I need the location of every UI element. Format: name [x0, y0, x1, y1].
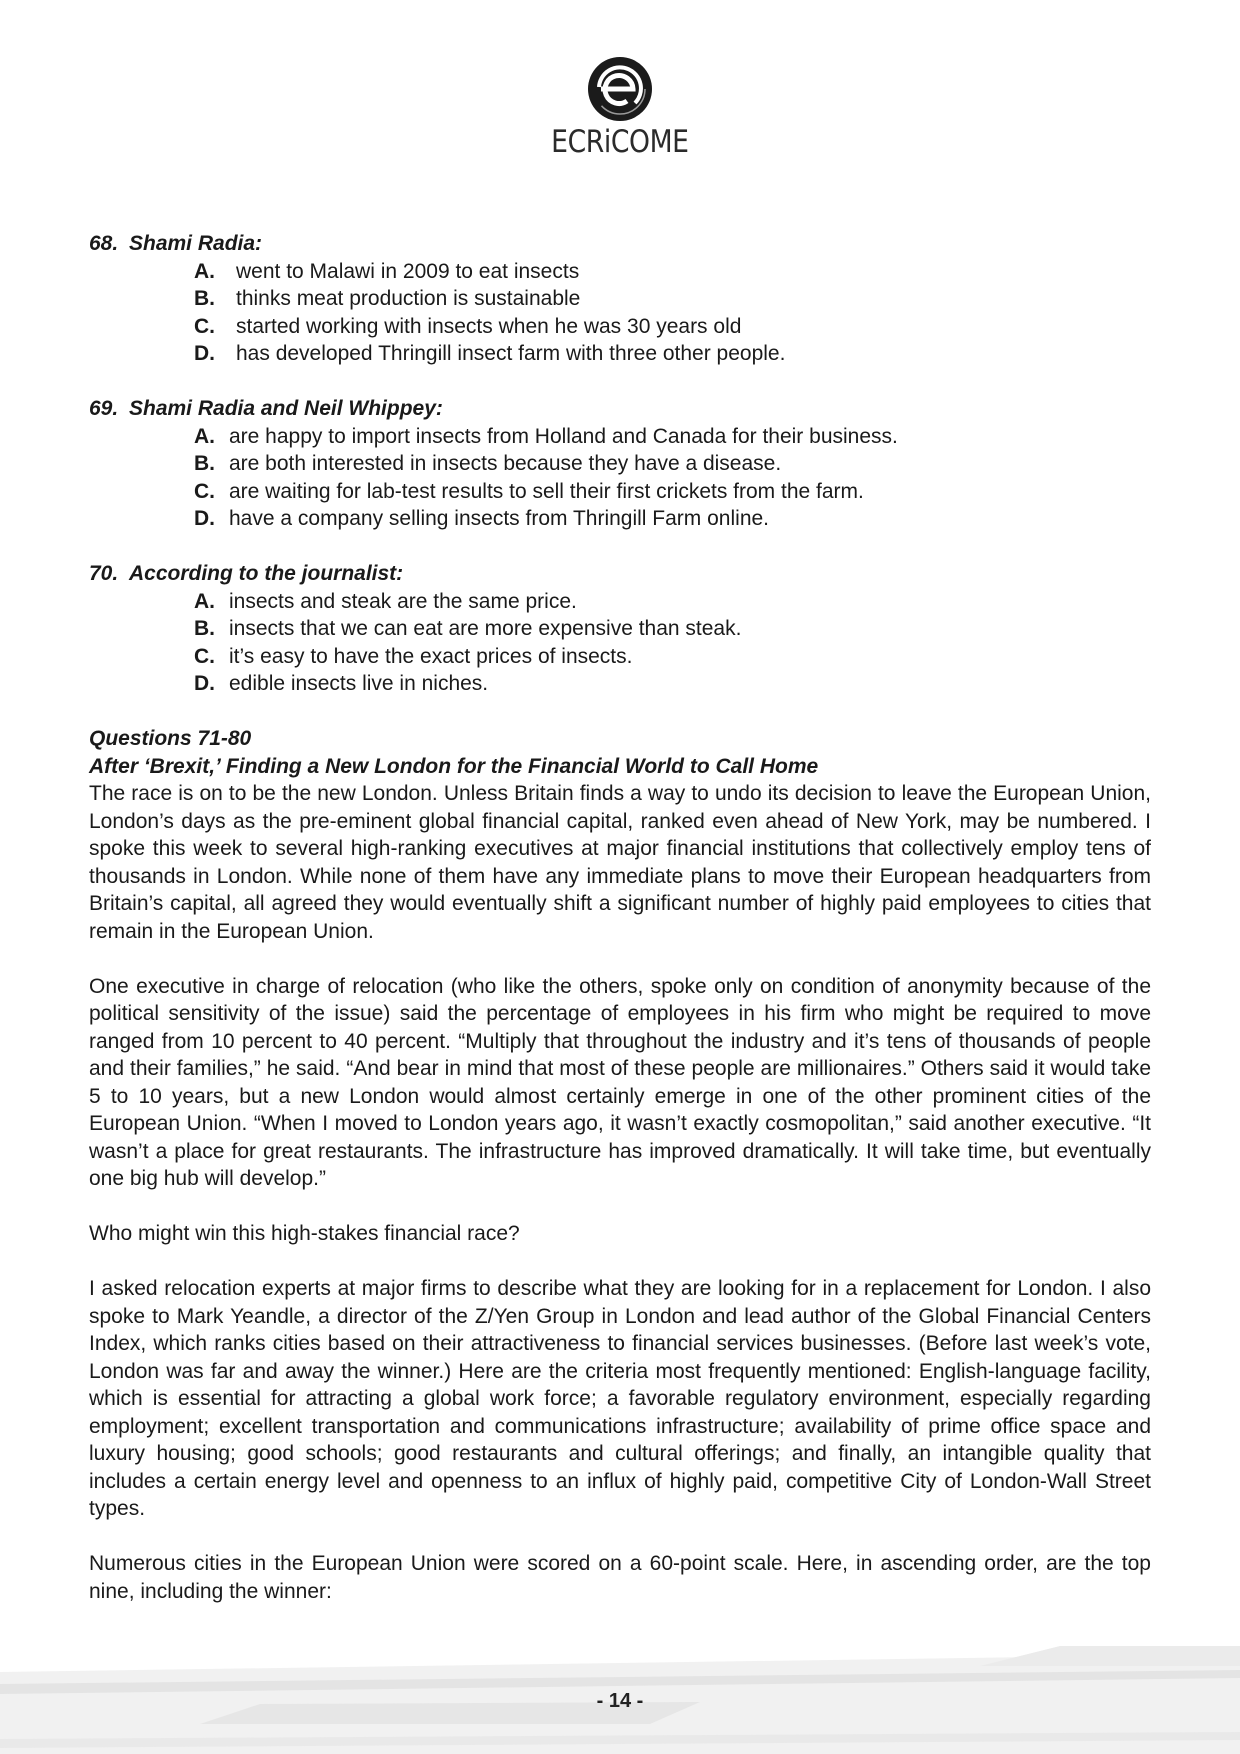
- option-a: A. are happy to import insects from Holland and Canada for their business.: [194, 424, 898, 448]
- ecricome-e-emblem-icon: [587, 56, 653, 122]
- option-c: C. are waiting for lab-test results to sell their first crickets from the farm.: [194, 479, 864, 503]
- option-d: D. edible insects live in niches.: [194, 672, 489, 695]
- option-b: B. thinks meat production is sustainable: [194, 287, 581, 310]
- option-c: C. it’s easy to have the exact prices of insects.: [194, 644, 633, 668]
- article-paragraph: The race is on to be the new London. Unless Britain finds a way to undo its decision to leave the European Union, London’s days as the pre-eminent global financial capital, ranked even ahead of New York, may be numbered. I spoke this week to several high-ranking executives at major financial institutions that collectively employ tens of thousands in London. While none of them have any immediate plans to move their European headquarters from Britain’s capital, all agreed they would eventually shift a significant number of highly paid employees to cities that remain in the European Union.: [89, 782, 1151, 943]
- option-a: A. insects and steak are the same price.: [194, 589, 577, 613]
- question-title: 70. According to the journalist:: [89, 562, 404, 585]
- section-heading: Questions 71-80: [89, 727, 252, 750]
- article-paragraph: I asked relocation experts at major firms to describe what they are looking for in a replacement for London. I also spoke to Mark Yeandle, a director of the Z/Yen Group in London and lead author of the Global Financial Centers Index, which ranks cities based on their attractiveness to financial services businesses. (Before last week’s vote, London was far and away the winner.) Here are the criteria most frequently mentioned: English-language facility, which is essential for attracting a global work force; a favorable regulatory environment, especially regarding employment; excellent transportation and communications infrastructure; availability of prime office space and luxury housing; good schools; good restaurants and cultural offerings; and finally, an intangible quality that includes a certain energy level and openness to an influx of highly paid, competitive City of London-Wall Street types.: [89, 1277, 1151, 1520]
- article-paragraph: Who might win this high-stakes financial race?: [89, 1222, 520, 1245]
- page-number: - 14 -: [596, 1690, 644, 1712]
- option-b: B. are both interested in insects because they have a disease.: [194, 452, 782, 475]
- article-title: After ‘Brexit,’ Finding a New London for the Financial World to Call Home: [89, 754, 819, 778]
- question-68: [89, 230, 1151, 368]
- option-list: [89, 423, 1151, 533]
- question-title: 68. Shami Radia:: [89, 232, 263, 255]
- option-a: A. went to Malawi in 2009 to eat insects: [194, 259, 580, 283]
- option-d: D. has developed Thringill insect farm with three other people.: [194, 342, 786, 365]
- option-list: [89, 588, 1151, 698]
- question-69: [89, 395, 1151, 533]
- question-title: 69. Shami Radia and Neil Whippey:: [89, 397, 443, 420]
- ecricome-logo: [0, 56, 1240, 160]
- option-d: D. have a company selling insects from Thringill Farm online.: [194, 507, 770, 530]
- article-paragraph: Numerous cities in the European Union were scored on a 60-point scale. Here, in ascending order, are the top nine, including the winner:: [89, 1552, 1151, 1603]
- question-70: [89, 560, 1151, 698]
- logo-wordmark: ECRiCOME: [551, 124, 689, 160]
- option-c: C. started working with insects when he was 30 years old: [194, 314, 742, 338]
- option-list: [89, 258, 1151, 368]
- article-paragraph: One executive in charge of relocation (who like the others, spoke only on condition of anonymity because of the political sensitivity of the issue) said the percentage of employees in his firm who might be required to move ranged from 10 percent to 40 percent. “Multiply that throughout the industry and it’s tens of thousands of people and their families,” he said. “And bear in mind that most of these people are millionaires.” Others said it would take 5 to 10 years, but a new London would almost certainly emerge in one of the other prominent cities of the European Union. “When I moved to London years ago, it wasn’t exactly cosmopolitan,” said another executive. “It wasn’t a place for great restaurants. The infrastructure has improved dramatically. It will take time, but eventually one big hub will develop.”: [89, 974, 1151, 1190]
- page-content: [89, 230, 1151, 1605]
- option-b: B. insects that we can eat are more expensive than steak.: [194, 617, 742, 640]
